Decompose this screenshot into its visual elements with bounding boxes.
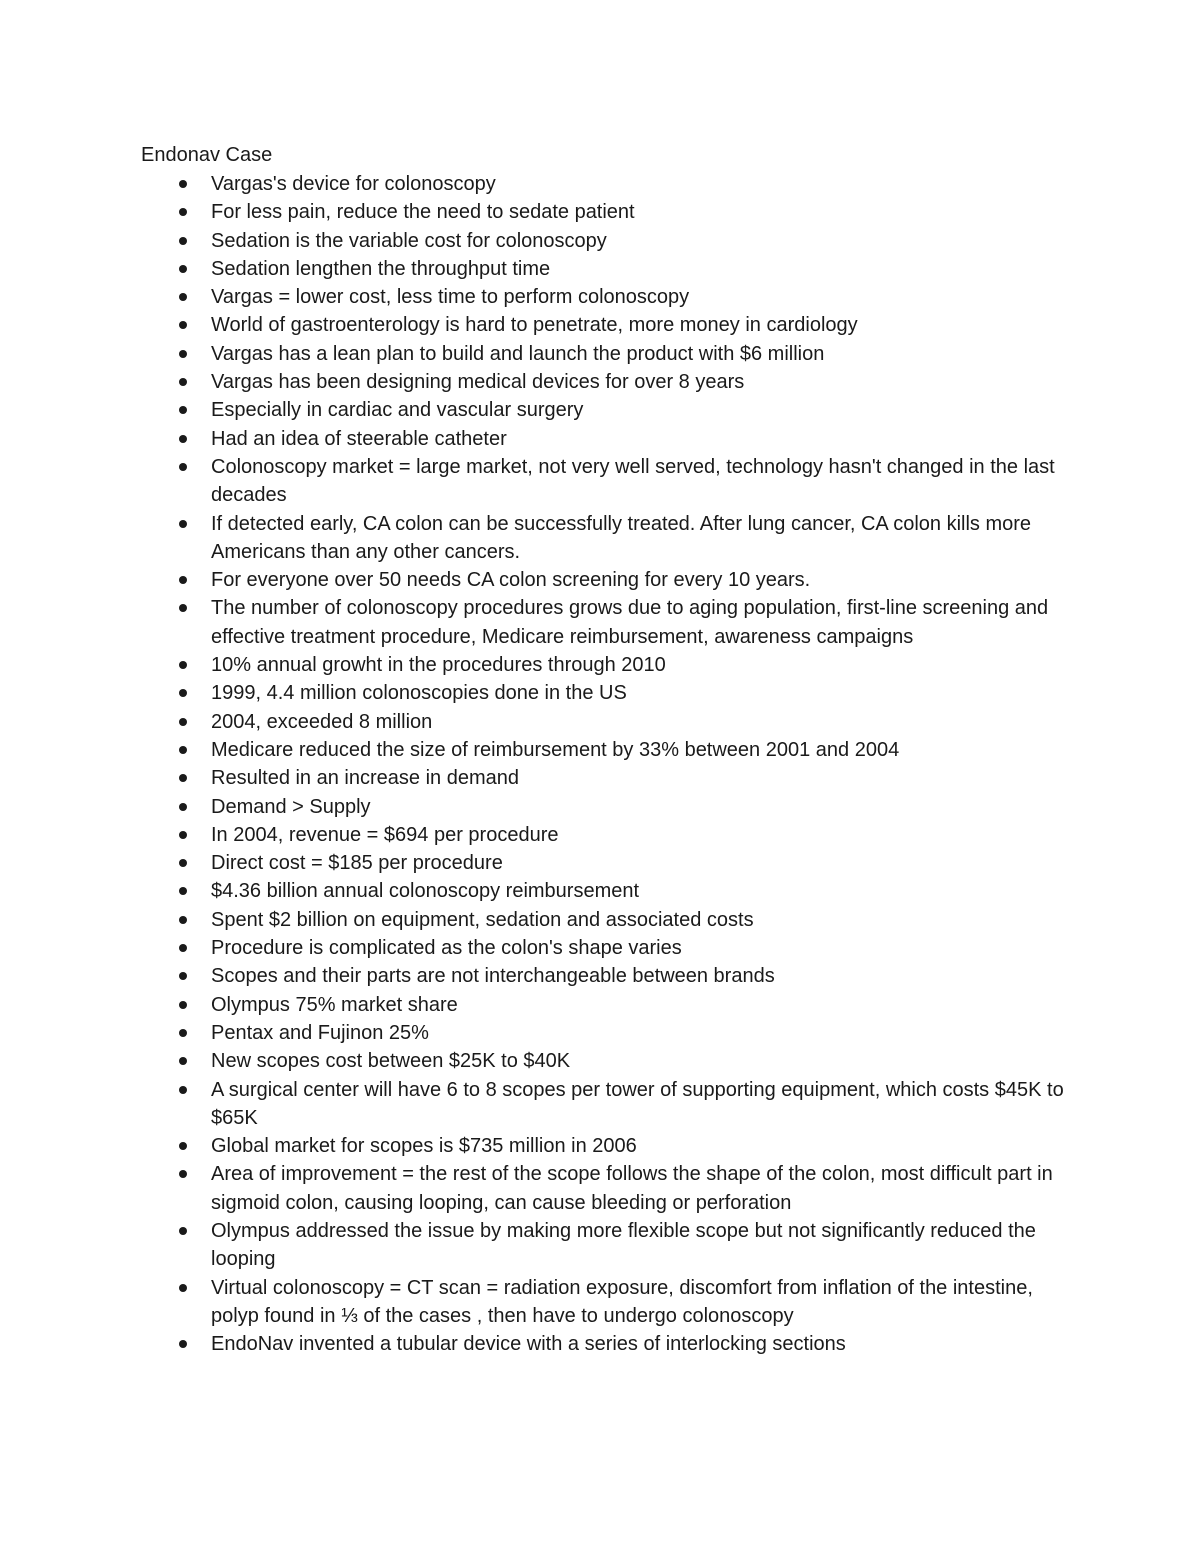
bullet-icon — [179, 887, 187, 895]
bullet-icon — [179, 180, 187, 188]
list-item-text: Vargas has a lean plan to build and launch the product with $6 million — [211, 342, 825, 365]
bullet-icon — [179, 208, 187, 216]
list-item-text: World of gastroenterology is hard to penetrate, more money in cardiology — [211, 314, 858, 337]
bullet-icon — [179, 1001, 187, 1009]
bullet-icon — [179, 520, 187, 528]
bullet-icon — [179, 576, 187, 584]
list-item — [141, 736, 1071, 764]
list-item — [141, 566, 1071, 594]
list-item — [141, 679, 1071, 707]
list-item — [141, 170, 1071, 198]
list-item — [141, 1160, 1071, 1217]
bullet-icon — [179, 661, 187, 669]
bullet-icon — [179, 350, 187, 358]
list-item-text: Sedation lengthen the throughput time — [211, 257, 551, 280]
bullet-icon — [179, 1086, 187, 1094]
document-title: Endonav Case — [141, 144, 273, 166]
list-item — [141, 877, 1071, 905]
list-item-text: Especially in cardiac and vascular surgery — [211, 399, 584, 422]
list-item-text: Olympus 75% market share — [211, 993, 458, 1016]
list-item-text: A surgical center will have 6 to 8 scopes per tower of supporting equipment, which costs $45K to $65K — [211, 1078, 1064, 1129]
bullet-icon — [179, 831, 187, 839]
bullet-icon — [179, 944, 187, 952]
list-item-text: For less pain, reduce the need to sedate patient — [211, 201, 635, 224]
list-item-text: $4.36 billion annual colonoscopy reimbursement — [211, 880, 640, 903]
list-item-text: Vargas = lower cost, less time to perform colonoscopy — [211, 286, 690, 309]
list-item-text: Resulted in an increase in demand — [211, 767, 519, 790]
list-item — [141, 425, 1071, 453]
list-item — [141, 283, 1071, 311]
bullet-icon — [179, 1142, 187, 1150]
list-item-text: 2004, exceeded 8 million — [211, 710, 433, 733]
bullet-icon — [179, 746, 187, 754]
list-item — [141, 991, 1071, 1019]
list-item-text: Medicare reduced the size of reimbursement by 33% between 2001 and 2004 — [211, 738, 900, 761]
list-item-text: EndoNav invented a tubular device with a series of interlocking sections — [211, 1333, 846, 1356]
list-item — [141, 594, 1071, 651]
list-item-text: Demand > Supply — [211, 795, 371, 818]
list-item-text: Scopes and their parts are not interchangeable between brands — [211, 965, 775, 988]
bullet-icon — [179, 859, 187, 867]
bullet-icon — [179, 237, 187, 245]
bullet-icon — [179, 604, 187, 612]
list-item-text: If detected early, CA colon can be successfully treated. After lung cancer, CA colon kills more Americans than any other cancers. — [211, 512, 1032, 563]
list-item-text: Global market for scopes is $735 million in 2006 — [211, 1135, 637, 1158]
list-item — [141, 962, 1071, 990]
bullet-icon — [179, 321, 187, 329]
list-item-text: Vargas has been designing medical devices for over 8 years — [211, 371, 745, 394]
list-item-text: New scopes cost between $25K to $40K — [211, 1050, 571, 1073]
list-item — [141, 453, 1071, 510]
bullet-icon — [179, 803, 187, 811]
list-item — [141, 1132, 1071, 1160]
bullet-icon — [179, 406, 187, 414]
list-item-text: Had an idea of steerable catheter — [211, 427, 507, 450]
list-item-text: Pentax and Fujinon 25% — [211, 1021, 429, 1044]
list-item — [141, 510, 1071, 567]
list-item — [141, 708, 1071, 736]
list-item-text: Procedure is complicated as the colon's shape varies — [211, 937, 682, 960]
bullet-icon — [179, 1170, 187, 1178]
bullet-icon — [179, 1029, 187, 1037]
list-item — [141, 1274, 1071, 1331]
list-item — [141, 1330, 1071, 1358]
list-item — [141, 1076, 1071, 1133]
list-item-text: In 2004, revenue = $694 per procedure — [211, 823, 559, 846]
list-item — [141, 1217, 1071, 1274]
list-item-text: Virtual colonoscopy = CT scan = radiation exposure, discomfort from inflation of the intestine, polyp found in ⅓ of the cases , then have to undergo colonoscopy — [211, 1276, 1033, 1327]
list-item-text: Colonoscopy market = large market, not very well served, technology hasn't changed in the last decades — [211, 455, 1055, 507]
list-item-text: Vargas's device for colonoscopy — [211, 173, 496, 195]
bullet-icon — [179, 378, 187, 386]
list-item — [141, 821, 1071, 849]
bullet-icon — [179, 1057, 187, 1065]
bullet-icon — [179, 293, 187, 301]
bullet-icon — [179, 689, 187, 697]
list-item — [141, 934, 1071, 962]
list-item-text: Olympus addressed the issue by making more flexible scope but not significantly reduced the looping — [211, 1219, 1036, 1271]
list-item-text: Sedation is the variable cost for colonoscopy — [211, 229, 607, 252]
bullet-icon — [179, 1227, 187, 1235]
bullet-icon — [179, 916, 187, 924]
list-item — [141, 368, 1071, 396]
bullet-icon — [179, 265, 187, 273]
list-item — [141, 1019, 1071, 1047]
list-item-text: 1999, 4.4 million colonoscopies done in the US — [211, 682, 627, 705]
list-item — [141, 198, 1071, 226]
list-item — [141, 849, 1071, 877]
list-item — [141, 227, 1071, 255]
bullet-icon — [179, 1284, 187, 1292]
list-item-text: For everyone over 50 needs CA colon screening for every 10 years. — [211, 569, 811, 592]
list-item-text: Area of improvement = the rest of the scope follows the shape of the colon, most difficult part in sigmoid colon, causing looping, can cause bleeding or perforation — [211, 1163, 1053, 1214]
list-item-text: Direct cost = $185 per procedure — [211, 852, 503, 875]
bullet-icon — [179, 774, 187, 782]
bullet-icon — [179, 972, 187, 980]
bullet-icon — [179, 1340, 187, 1348]
bullet-icon — [179, 718, 187, 726]
list-item — [141, 764, 1071, 792]
notes-list — [141, 170, 1071, 1358]
bullet-icon — [179, 463, 187, 471]
list-item — [141, 793, 1071, 821]
list-item — [141, 396, 1071, 424]
list-item — [141, 311, 1071, 339]
bullet-icon — [179, 435, 187, 443]
list-item-text: 10% annual growht in the procedures through 2010 — [211, 654, 666, 677]
list-item — [141, 340, 1071, 368]
list-item — [141, 651, 1071, 679]
list-item-text: The number of colonoscopy procedures grows due to aging population, first-line screening and effective treatment procedure, Medicare reimbursement, awareness campaigns — [211, 597, 1049, 648]
list-item — [141, 255, 1071, 283]
list-item — [141, 906, 1071, 934]
list-item — [141, 1047, 1071, 1075]
list-item-text: Spent $2 billion on equipment, sedation and associated costs — [211, 908, 754, 931]
